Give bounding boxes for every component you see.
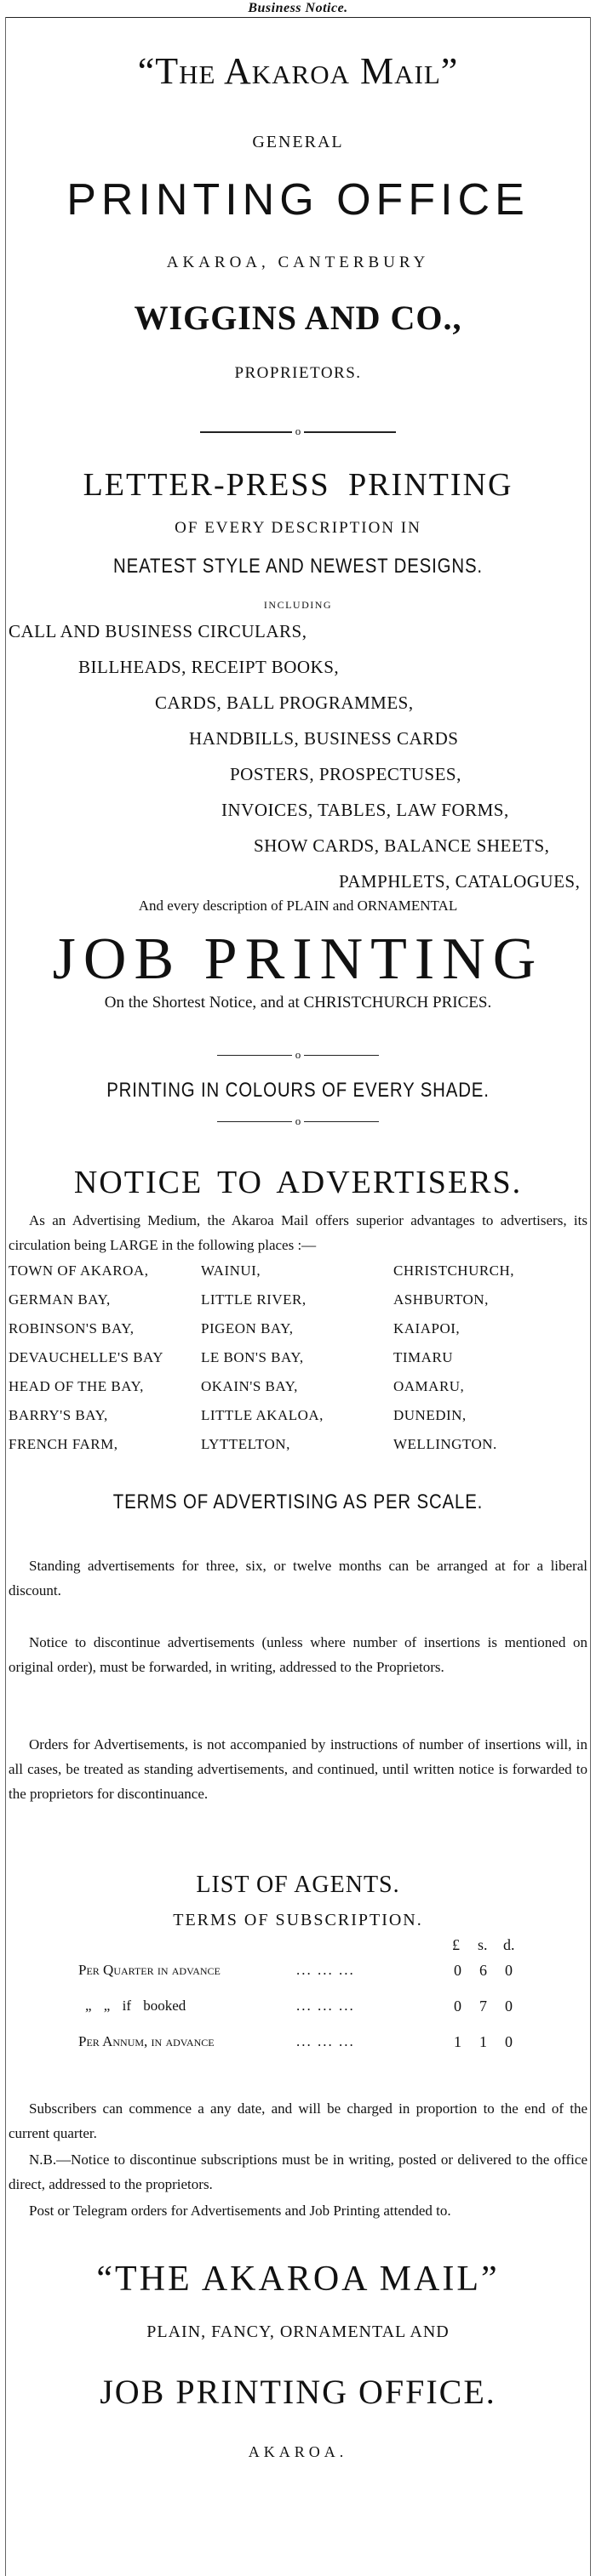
town-name: PIGEON BAY, [201, 1320, 294, 1336]
town-name: DUNEDIN, [393, 1407, 467, 1423]
town-name: ROBINSON'S BAY, [9, 1320, 135, 1336]
currency-pounds-header: £ [452, 1936, 460, 1953]
town-name: HEAD OF THE BAY, [9, 1378, 144, 1394]
town-name: LITTLE RIVER, [201, 1291, 307, 1308]
town-name: WAINUI, [201, 1262, 261, 1279]
subscription-paragraph: Subscribers can commence a any date, and will be charged in proportion to the end of the current quarter. [9, 2100, 587, 2141]
masthead-proprietors: PROPRIETORS. [234, 364, 362, 382]
footer-plain-fancy: PLAIN, FANCY, ORNAMENTAL AND [146, 2322, 450, 2341]
rate-pounds: 0 [454, 1998, 461, 2015]
town-name: DEVAUCHELLE'S BAY [9, 1349, 164, 1365]
printing-list-item: CARDS, BALL PROGRAMMES, [155, 692, 414, 713]
town-name: BARRY'S BAY, [9, 1407, 108, 1423]
advertisers-intro: As an Advertising Medium, the Akaroa Mail offers superior advantages to advertisers, its circulation being LARGE in the following places :— [9, 1212, 587, 1253]
town-name: ASHBURTON, [393, 1291, 489, 1308]
shortest-notice: On the Shortest Notice, and at CHRISTCHURCH PRICES. [104, 994, 492, 1012]
letterpress-including: INCLUDING [263, 599, 333, 611]
subscription-paragraph: Post or Telegram orders for Advertisements and Job Printing attended to. [29, 2203, 451, 2219]
town-name: LE BON'S BAY, [201, 1349, 304, 1365]
rate-label: Per Annum, in advance [78, 2033, 215, 2049]
rate-label: „ „ if booked [85, 1998, 186, 2014]
every-plain-ornamental: And every description of PLAIN and ORNAMENTAL [138, 898, 458, 914]
town-name: OKAIN'S BAY, [201, 1378, 298, 1394]
town-name: GERMAN BAY, [9, 1291, 111, 1308]
rate-leader-dots: ... ... ... [296, 2033, 355, 2049]
currency-shillings-header: s. [478, 1936, 488, 1953]
printing-list-item: SHOW CARDS, BALANCE SHEETS, [254, 835, 550, 856]
divider-ornament-icon: o [292, 1049, 304, 1061]
rate-pence: 0 [505, 2033, 513, 2050]
town-name: KAIAPOI, [393, 1320, 461, 1336]
divider-ornament-icon: o [292, 1115, 304, 1127]
letterpress-neatest: NEATEST STYLE AND NEWEST DESIGNS. [113, 555, 483, 578]
advertisers-paragraph: Notice to discontinue advertisements (unless where number of insertions is mentioned on original order), must be forwarded, in writing, addressed to the Proprietors. [9, 1634, 587, 1675]
page-header-title: Business Notice. [248, 1, 348, 15]
job-printing-title: JOB PRINTING [52, 926, 544, 992]
advertisers-paragraph: Orders for Advertisements, is not accompanied by instructions of number of insertions will, in all cases, be treated as standing advertisements, and continued, until written notice is forwarded to the proprietors for discontinuance. [9, 1736, 587, 1802]
subscription-title: TERMS OF SUBSCRIPTION. [173, 1911, 423, 1929]
footer-place: AKAROA. [248, 2443, 348, 2460]
printing-list-item: PAMPHLETS, CATALOGUES, [339, 871, 581, 892]
rate-leader-dots: ... ... ... [296, 1998, 355, 2014]
printing-list-item: POSTERS, PROSPECTUSES, [230, 764, 461, 784]
left-border [5, 17, 6, 2576]
masthead-firm: WIGGINS AND CO., [134, 299, 462, 337]
currency-pence-header: d. [503, 1936, 515, 1953]
town-name: FRENCH FARM, [9, 1436, 118, 1452]
town-name: LYTTELTON, [201, 1436, 290, 1452]
letterpress-every-description: OF EVERY DESCRIPTION IN [175, 519, 421, 537]
rate-leader-dots: ... ... ... [296, 1962, 355, 1978]
town-name: OAMARU, [393, 1378, 465, 1394]
masthead-title: “The Akaroa Mail” [137, 50, 459, 92]
masthead-printing-office: PRINTING OFFICE [66, 175, 530, 225]
rate-pounds: 1 [454, 2033, 461, 2050]
rate-pence: 0 [505, 1998, 513, 2015]
footer-job-office: JOB PRINTING OFFICE. [100, 2373, 496, 2411]
subscription-paragraph: N.B.—Notice to discontinue subscriptions must be in writing, posted or delivered to the office direct, addressed to the proprietors. [9, 2151, 587, 2192]
masthead-general: GENERAL [252, 133, 344, 151]
printing-list-item: BILLHEADS, RECEIPT BOOKS, [78, 657, 340, 677]
town-name: WELLINGTON. [393, 1436, 497, 1452]
rate-shillings: 1 [479, 2033, 487, 2050]
letterpress-title: LETTER-PRESS PRINTING [83, 467, 513, 503]
divider-ornament-icon: o [292, 425, 304, 437]
right-border [590, 17, 591, 2576]
advertisers-title: NOTICE TO ADVERTISERS. [73, 1165, 523, 1200]
rate-label: Per Quarter in advance [78, 1962, 221, 1978]
footer-title: “THE AKAROA MAIL” [96, 2260, 500, 2299]
printing-list-item: CALL AND BUSINESS CIRCULARS, [9, 621, 307, 641]
printing-list-item: INVOICES, TABLES, LAW FORMS, [221, 800, 509, 820]
advertising-terms: TERMS OF ADVERTISING AS PER SCALE. [112, 1490, 484, 1513]
rate-shillings: 7 [479, 1998, 487, 2015]
advertisers-paragraph: Standing advertisements for three, six, or twelve months can be arranged at for a liberal discount. [9, 1558, 587, 1599]
town-name: LITTLE AKALOA, [201, 1407, 324, 1423]
rate-pence: 0 [505, 1962, 513, 1979]
masthead-place: AKAROA, CANTERBURY [166, 254, 430, 271]
rate-pounds: 0 [454, 1962, 461, 1979]
printing-list-item: HANDBILLS, BUSINESS CARDS [189, 728, 459, 749]
town-name: TIMARU [393, 1349, 454, 1365]
town-name: TOWN OF AKAROA, [9, 1262, 149, 1279]
colours-line: PRINTING IN COLOURS OF EVERY SHADE. [106, 1079, 490, 1102]
rate-shillings: 6 [479, 1962, 487, 1979]
town-name: CHRISTCHURCH, [393, 1262, 515, 1279]
top-rule [5, 17, 591, 18]
agents-title: LIST OF AGENTS. [196, 1872, 400, 1898]
